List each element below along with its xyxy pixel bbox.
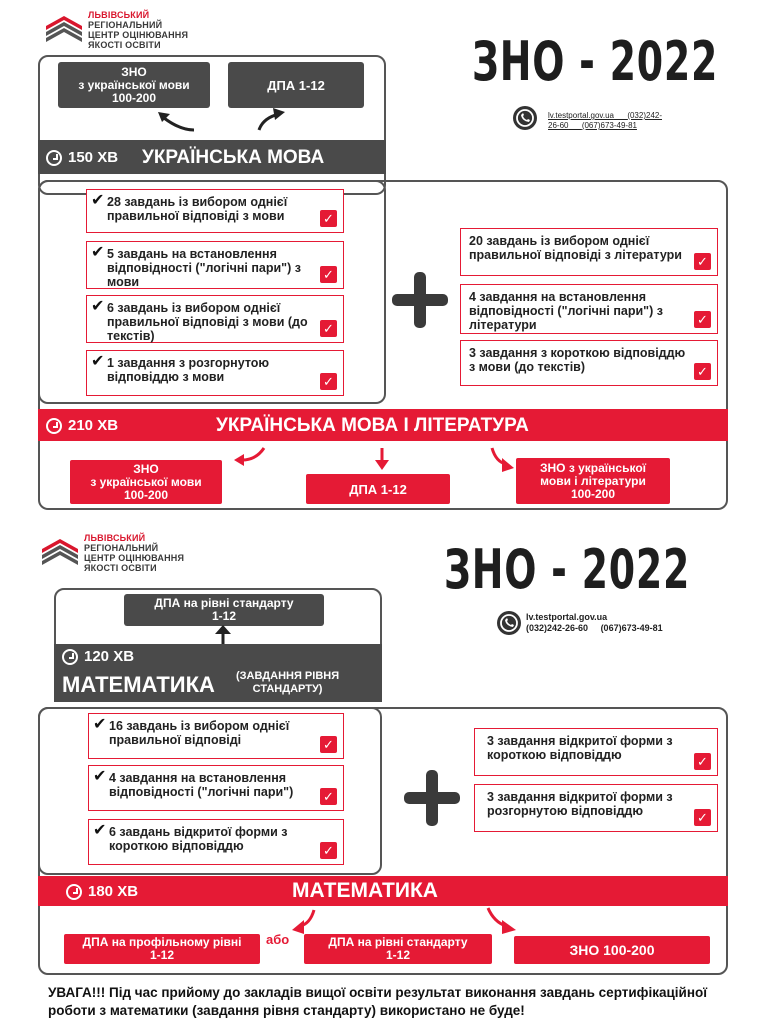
zno-ukrainian-result: ЗНО з української мови 100-200: [58, 62, 210, 108]
check-icon: ✔: [91, 298, 105, 315]
task-item: 20 завдань із вибором однієї правильної відповіді з літератури ✓: [460, 228, 718, 276]
task-item: ✔ 1 завдання з розгорнутою відповіддю з мови ✓: [86, 350, 344, 396]
dpa-result: ДПА 1-12: [228, 62, 364, 108]
checkbox-icon: ✓: [694, 311, 711, 328]
task-item: ✔ 28 завдань із вибором однієї правильної відповіді з мови ✓: [86, 189, 344, 233]
math-time-band: [38, 876, 728, 906]
checkbox-icon: ✓: [320, 736, 337, 753]
contact-site[interactable]: lv.testportal.gov.ua: [548, 111, 614, 120]
contact-phone-2: (067)673-49-81: [600, 623, 663, 633]
contact-phone-1: (032)242-: [627, 111, 662, 120]
page-title-2: ЗНО - 2022: [444, 538, 691, 601]
task-item: ✔ 16 завдань із вибором однієї правильної відповіді ✓: [88, 713, 344, 759]
contact-block: [496, 610, 716, 640]
logo-line-4: ЯКОСТІ ОСВІТИ: [84, 563, 157, 573]
ukrainian-subject: УКРАЇНСЬКА МОВА: [142, 147, 325, 168]
task-item: 3 завдання відкритої форми з розгорнутою відповіддю ✓: [474, 784, 718, 832]
logo-line-2: РЕГІОНАЛЬНИЙ: [84, 543, 159, 553]
whatsapp-icon: [496, 610, 522, 636]
check-icon: ✔: [93, 768, 107, 785]
math-time: 180 ХВ: [88, 883, 139, 900]
task-item: ✔ 6 завдань із вибором однієї правильної відповіді з мови (до текстів) ✓: [86, 295, 344, 343]
logo-mark-icon: [44, 12, 84, 46]
check-icon: ✔: [93, 716, 107, 733]
arrow-right-up-icon: [255, 106, 291, 134]
task-item: 3 завдання з короткою відповіддю з мови (до текстів) ✓: [460, 340, 718, 386]
plus-icon: [392, 272, 448, 328]
checkbox-icon: ✓: [320, 788, 337, 805]
checkbox-icon: ✓: [320, 320, 337, 337]
ukrainian-literature-time-band: [38, 409, 728, 441]
ukrainian-literature-time: 210 ХВ: [68, 417, 119, 434]
logo: [44, 10, 214, 50]
dpa-profile-result: ДПА на профільному рівні 1-12: [64, 934, 260, 964]
logo-line-1: ЛЬВІВСЬКИЙ: [88, 10, 150, 20]
math-standard-time: 120 ХВ: [84, 648, 135, 665]
check-icon: ✔: [91, 244, 105, 261]
logo-line-3: ЦЕНТР ОЦІНЮВАННЯ: [88, 30, 189, 40]
clock-icon: [62, 649, 78, 665]
logo: [40, 533, 210, 573]
arrow-down-right-icon: [484, 906, 520, 936]
arrow-down-icon: [372, 446, 392, 472]
dpa-standard-final-result: ДПА на рівні стандарту 1-12: [304, 934, 492, 964]
check-icon: ✔: [91, 192, 105, 209]
zno-literature-final-result: ЗНО з української мови і літератури 100-200: [516, 458, 670, 504]
checkbox-icon: ✓: [320, 842, 337, 859]
zno-ukrainian-final-result: ЗНО з української мови 100-200: [70, 460, 222, 504]
ukrainian-literature-subject: УКРАЇНСЬКА МОВА І ЛІТЕРАТУРА: [216, 415, 529, 436]
plus-icon: [404, 770, 460, 826]
contact-phone-1b: 26-60: [548, 121, 569, 130]
checkbox-icon: ✓: [694, 253, 711, 270]
checkbox-icon: ✓: [694, 363, 711, 380]
math-subject: МАТЕМАТИКА: [292, 879, 438, 902]
warning-note: УВАГА!!! Під час прийому до закладів вищої освіти результат виконання завдань сертифікаційної роботи з математики (завдання рівня стандарту) використано не буде!: [48, 985, 708, 1018]
contact-phone-2: (067)673-49-81: [581, 121, 637, 130]
dpa-final-result: ДПА 1-12: [306, 474, 450, 504]
task-item: ✔ 6 завдань відкритої форми з короткою відповіддю ✓: [88, 819, 344, 865]
checkbox-icon: ✓: [694, 753, 711, 770]
contact-phone-1: (032)242-26-60: [526, 623, 589, 633]
logo-line-2: РЕГІОНАЛЬНИЙ: [88, 20, 163, 30]
logo-line-4: ЯКОСТІ ОСВІТИ: [88, 40, 161, 50]
logo-mark-icon: [40, 535, 80, 569]
math-standard-time-band: [54, 644, 382, 702]
task-item: ✔ 5 завдань на встановлення відповідності ("логічні пари") з мови ✓: [86, 241, 344, 289]
clock-icon: [66, 884, 82, 900]
checkbox-icon: ✓: [694, 809, 711, 826]
zno-math-result: ЗНО 100-200: [514, 936, 710, 964]
or-label: або: [266, 932, 290, 947]
arrow-down-right-icon: [488, 446, 518, 474]
ukrainian-time: 150 ХВ: [68, 149, 119, 166]
checkbox-icon: ✓: [320, 210, 337, 227]
contact-block: [512, 105, 712, 135]
task-item: 4 завдання на встановлення відповідності ("логічні пари") з літератури ✓: [460, 284, 718, 334]
task-item: 3 завдання відкритої форми з короткою відповіддю ✓: [474, 728, 718, 776]
clock-icon: [46, 418, 62, 434]
ukrainian-time-band: [38, 140, 386, 174]
math-standard-subject: МАТЕМАТИКА: [62, 672, 215, 697]
contact-site[interactable]: lv.testportal.gov.ua: [526, 612, 608, 622]
checkbox-icon: ✓: [320, 373, 337, 390]
whatsapp-icon: [512, 105, 538, 131]
arrow-down-left-icon: [288, 908, 318, 936]
math-standard-subnote: (ЗАВДАННЯ РІВНЯ СТАНДАРТУ): [236, 670, 340, 695]
page-title: ЗНО - 2022: [472, 30, 719, 93]
logo-line-3: ЦЕНТР ОЦІНЮВАННЯ: [84, 553, 185, 563]
check-icon: ✔: [93, 822, 107, 839]
dpa-standard-result: ДПА на рівні стандарту 1-12: [124, 594, 324, 626]
arrow-down-left-icon: [230, 446, 270, 468]
checkbox-icon: ✓: [320, 266, 337, 283]
task-item: ✔ 4 завдання на встановлення відповідності ("логічні пари") ✓: [88, 765, 344, 811]
check-icon: ✔: [91, 353, 105, 370]
logo-line-1: ЛЬВІВСЬКИЙ: [84, 533, 146, 543]
arrow-left-up-icon: [150, 108, 200, 134]
clock-icon: [46, 150, 62, 166]
